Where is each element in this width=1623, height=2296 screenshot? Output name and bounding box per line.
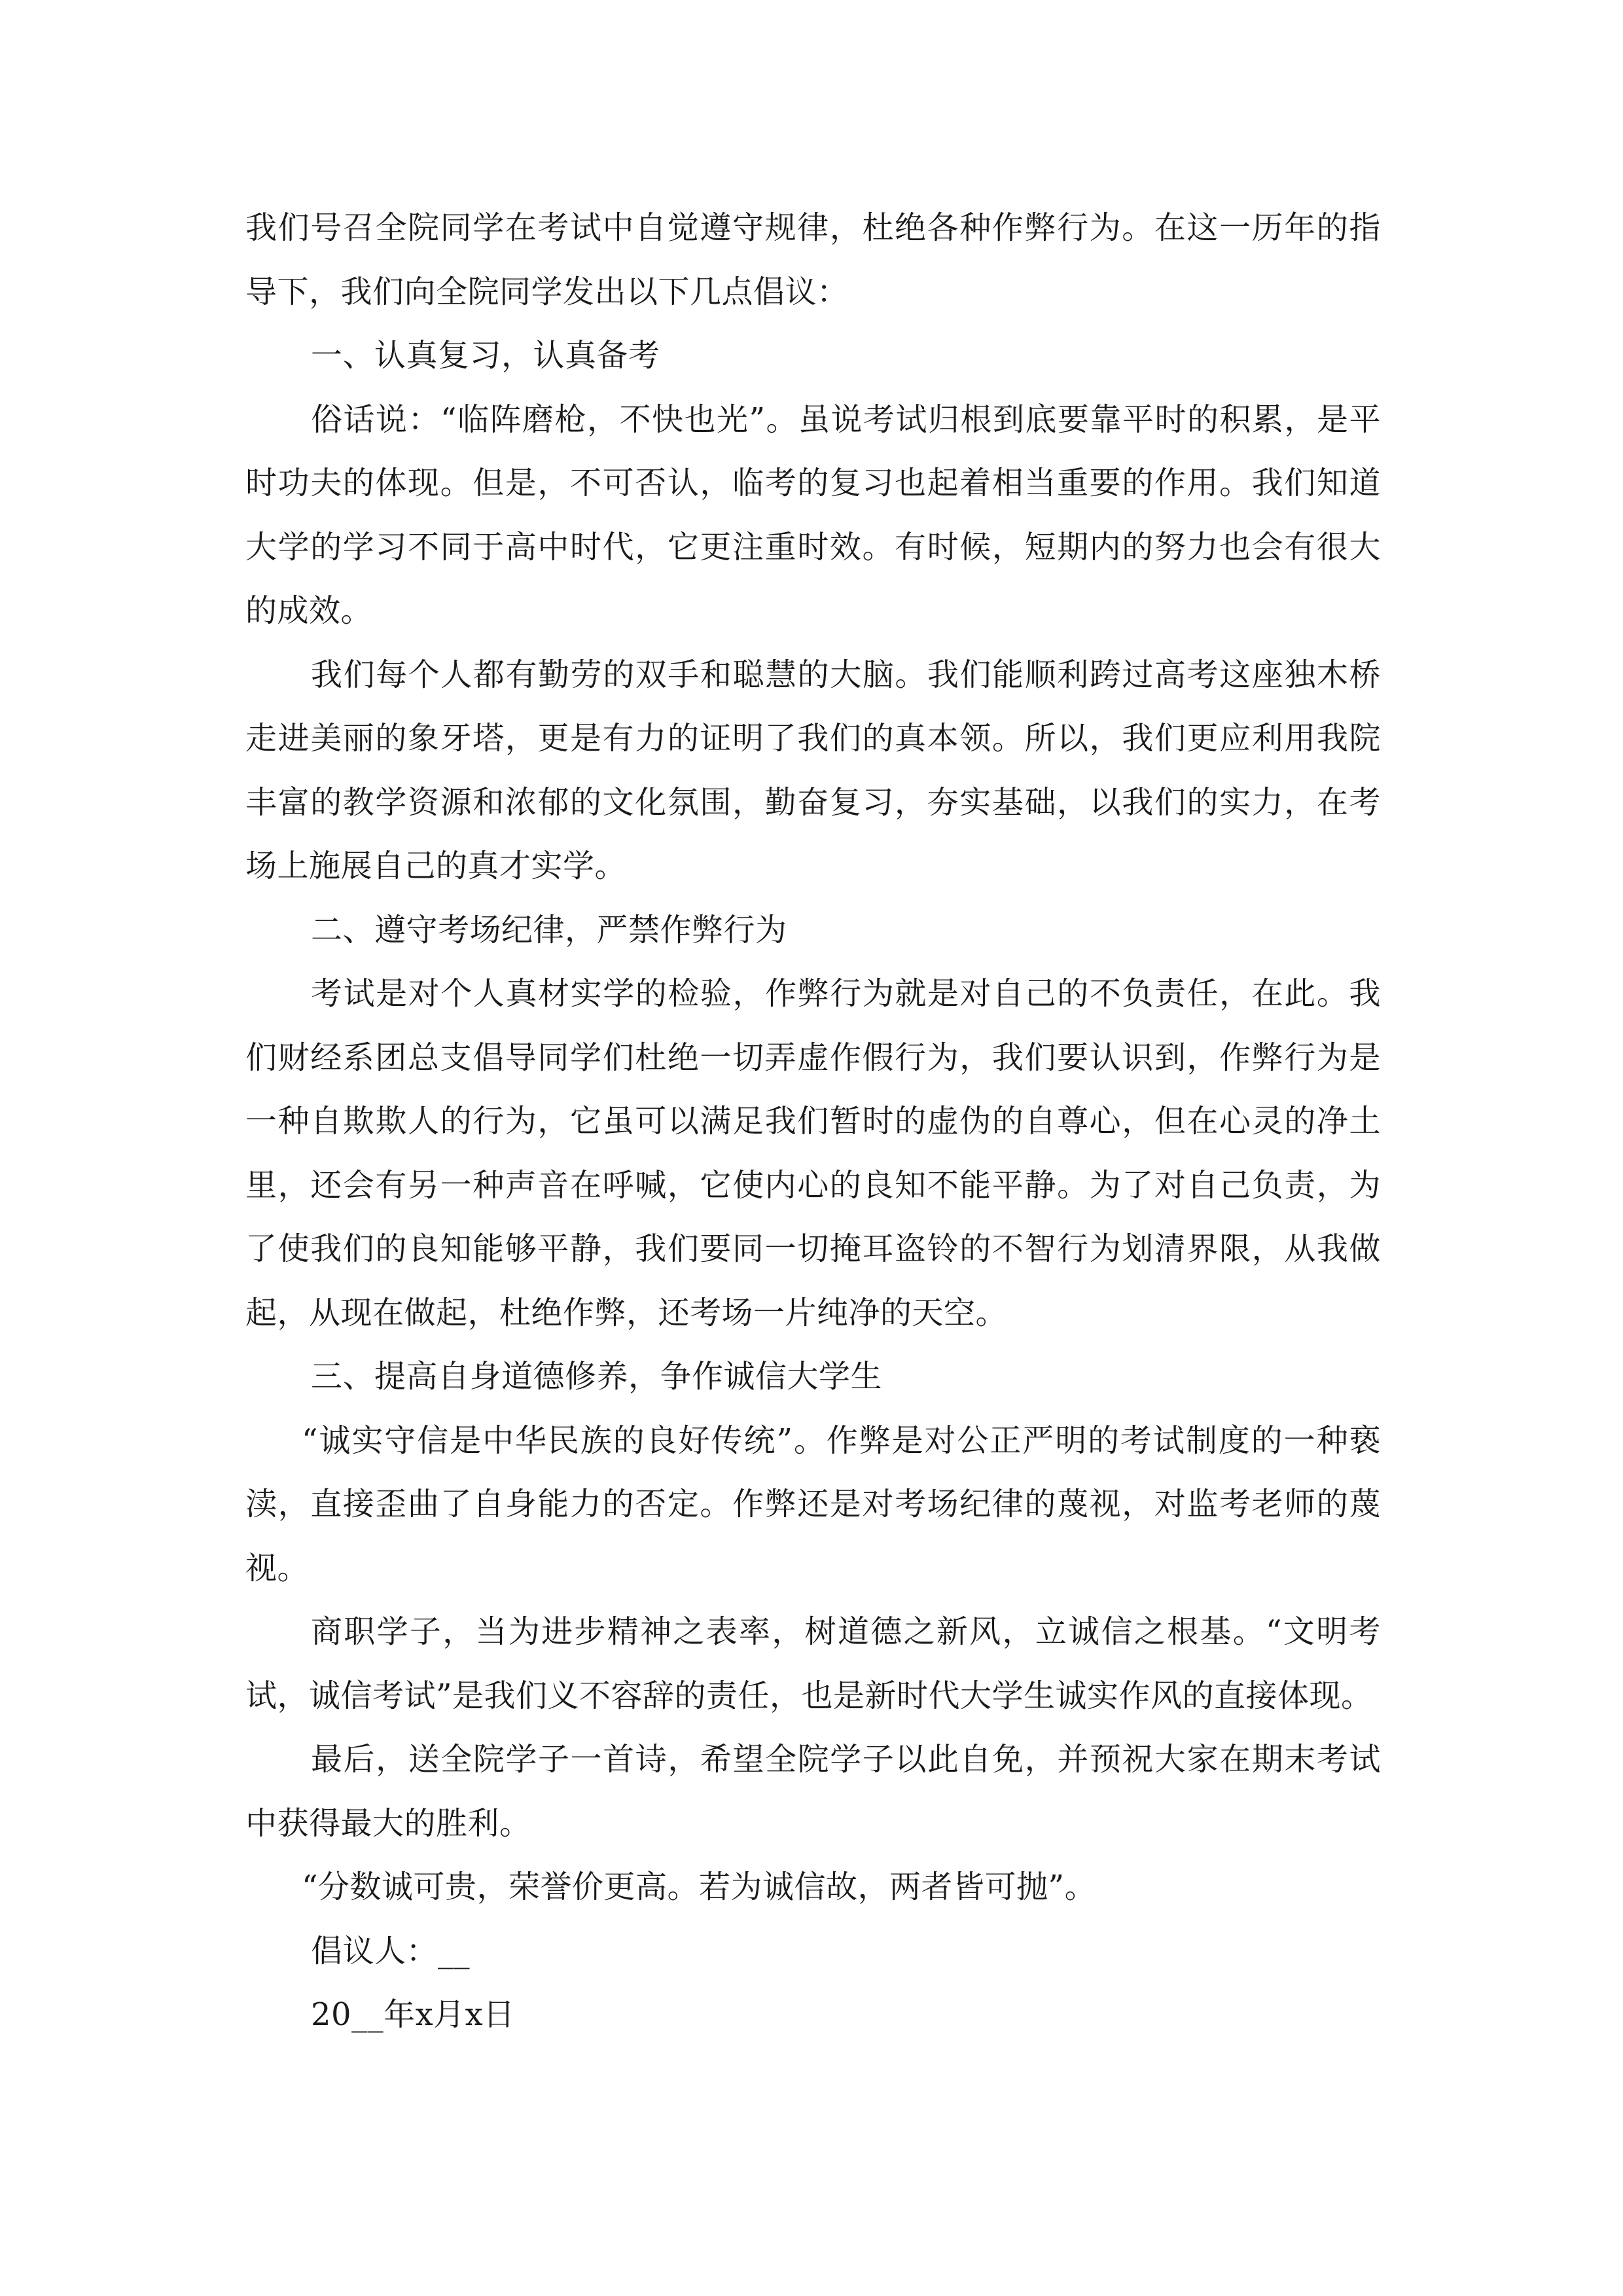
section-heading-3: 三、提高自身道德修养，争作诚信大学生 bbox=[311, 1358, 883, 1395]
paragraph: 考试是对个人真材实学的检验，作弊行为就是对自己的不负责任，在此。我们财经系团总支倡导同学们杜绝一切弄虚作假行为，我们要认识到，作弊行为是一种自欺欺人的行为，它虽可以满足我们暂时的虚伪的自尊心，但在心灵的净土里，还会有另一种声音在呼喊，它使内心的良知不能平静。为了对自己负责，为了使我们的良知能够平静，我们要同一切掩耳盗铃的不智行为划清界限，从我做起，从现在做起，杜绝作弊，还考场一片纯净的天空。 bbox=[245, 975, 1381, 1331]
section-heading-1: 一、认真复习，认真备考 bbox=[311, 337, 660, 374]
document-body bbox=[245, 196, 1381, 2047]
paragraph: 商职学子，当为进步精神之表率，树道德之新风，立诚信之根基。“文明考试，诚信考试”是我们义不容辞的责任，也是新时代大学生诚实作风的直接体现。 bbox=[245, 1613, 1381, 1714]
intro-paragraph: 我们号召全院同学在考试中自觉遵守规律，杜绝各种作弊行为。在这一历年的指导下，我们向全院同学发出以下几点倡议： bbox=[245, 209, 1381, 310]
signature-line: 倡议人：__ bbox=[311, 1932, 471, 1969]
paragraph: 最后，送全院学子一首诗，希望全院学子以此自免，并预祝大家在期末考试中获得最大的胜利。 bbox=[245, 1741, 1381, 1842]
paragraph: “诚实守信是中华民族的良好传统”。作弊是对公正严明的考试制度的一种亵渎，直接歪曲了自身能力的否定。作弊还是对考场纪律的蔑视，对监考老师的蔑视。 bbox=[245, 1422, 1381, 1587]
paragraph: 我们每个人都有勤劳的双手和聪慧的大脑。我们能顺利跨过高考这座独木桥走进美丽的象牙塔，更是有力的证明了我们的真本领。所以，我们更应利用我院丰富的教学资源和浓郁的文化氛围，勤奋复习，夯实基础，以我们的实力，在考场上施展自己的真才实学。 bbox=[245, 656, 1381, 884]
poem-quote: “分数诚可贵，荣誉价更高。若为诚信故，两者皆可抛”。 bbox=[302, 1869, 1097, 1905]
date-line: 20__年x月x日 bbox=[311, 1996, 515, 2033]
section-heading-2: 二、遵守考场纪律，严禁作弊行为 bbox=[311, 911, 787, 948]
paragraph: 俗话说：“临阵磨枪，不快也光”。虽说考试归根到底要靠平时的积累，是平时功夫的体现。但是，不可否认，临考的复习也起着相当重要的作用。我们知道大学的学习不同于高中时代，它更注重时效。有时候，短期内的努力也会有很大的成效。 bbox=[245, 401, 1381, 629]
